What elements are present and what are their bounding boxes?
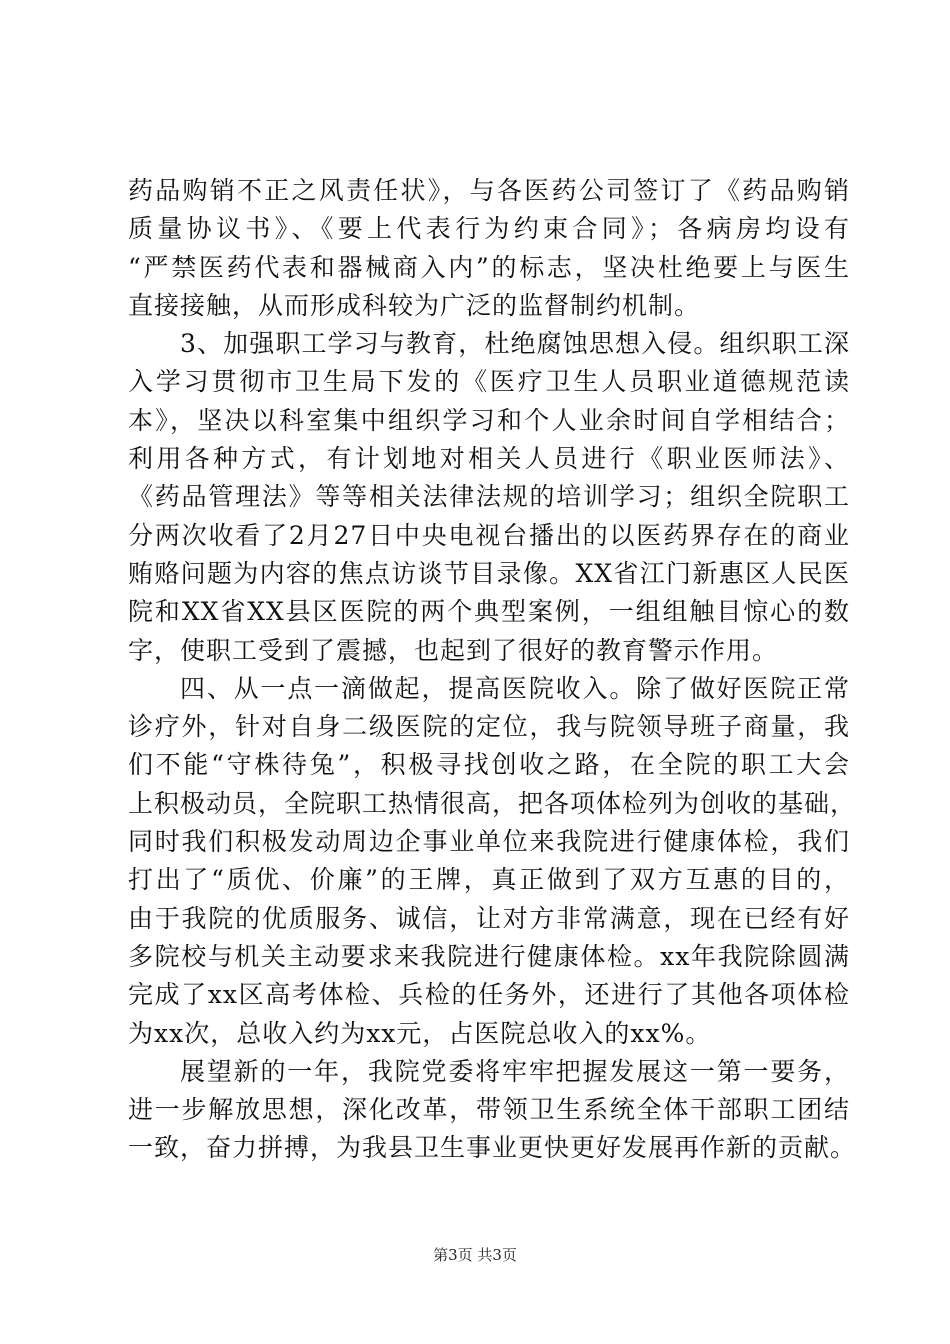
text-line: 由于我院的优质服务、诚信，让对方非常满意，现在已经有好	[128, 903, 850, 933]
text-line: 完成了xx区高考体检、兵检的任务外，还进行了其他各项体检	[128, 980, 850, 1010]
text-line: 诊疗外，针对自身二级医院的定位，我与院领导班子商量，我	[128, 712, 850, 742]
text-line: 《药品管理法》等等相关法律法规的培训学习；组织全院职工	[128, 482, 850, 512]
text-line: 贿赂问题为内容的焦点访谈节目录像。XX省江门新惠区人民医	[128, 558, 850, 588]
text-line: 为xx次，总收入约为xx元，占医院总收入的xx%。	[128, 1018, 712, 1048]
text-line: 质量协议书》、《要上代表行为约束合同》；各病房均设有	[128, 214, 850, 244]
text-line: 利用各种方式，有计划地对相关人员进行《职业医师法》、	[128, 444, 850, 474]
paragraph-start-line: 展望新的一年，我院党委将牢牢把握发展这一第一要务，	[180, 1056, 850, 1086]
text-line: 们不能“守株待兔”，积极寻找创收之路，在全院的职工大会	[128, 750, 850, 780]
text-line: “严禁医药代表和器械商入内”的标志，坚决杜绝要上与医生	[128, 252, 850, 282]
text-line: 一致，奋力拼搏，为我县卫生事业更快更好发展再作新的贡献。	[128, 1133, 857, 1163]
document-body	[128, 172, 857, 1168]
text-line: 院和XX省XX县区医院的两个典型案例，一组组触目惊心的数	[128, 597, 850, 627]
text-line: 同时我们积极发动周边企事业单位来我院进行健康体检，我们	[128, 827, 850, 857]
page-number-footer: 第3页 共3页	[433, 1246, 517, 1264]
text-line: 入学习贯彻市卫生局下发的《医疗卫生人员职业道德规范读	[128, 367, 850, 397]
text-line: 上积极动员，全院职工热情很高，把各项体检列为创收的基础，	[128, 788, 857, 818]
text-line: 分两次收看了2月27日中央电视台播出的以医药界存在的商业	[128, 520, 850, 550]
text-line: 药品购销不正之风责任状》，与各医药公司签订了《药品购销	[128, 176, 850, 205]
text-line: 多院校与机关主动要求来我院进行健康体检。xx年我院除圆满	[128, 941, 850, 971]
text-line: 本》，坚决以科室集中组织学习和个人业余时间自学相结合；	[128, 405, 850, 435]
text-line: 打出了“质优、价廉”的王牌，真正做到了双方互惠的目的，	[128, 865, 850, 895]
text-line: 字，使职工受到了震撼，也起到了很好的教育警示作用。	[128, 635, 779, 665]
paragraph-start-line: 四、从一点一滴做起，提高医院收入。除了做好医院正常	[180, 673, 850, 703]
paragraph-start-line: 3、加强职工学习与教育，杜绝腐蚀思想入侵。组织职工深	[180, 329, 850, 359]
text-line: 直接接触，从而形成科较为广泛的监督制约机制。	[128, 290, 701, 320]
text-line: 进一步解放思想，深化改革，带领卫生系统全体干部职工团结	[128, 1095, 850, 1125]
